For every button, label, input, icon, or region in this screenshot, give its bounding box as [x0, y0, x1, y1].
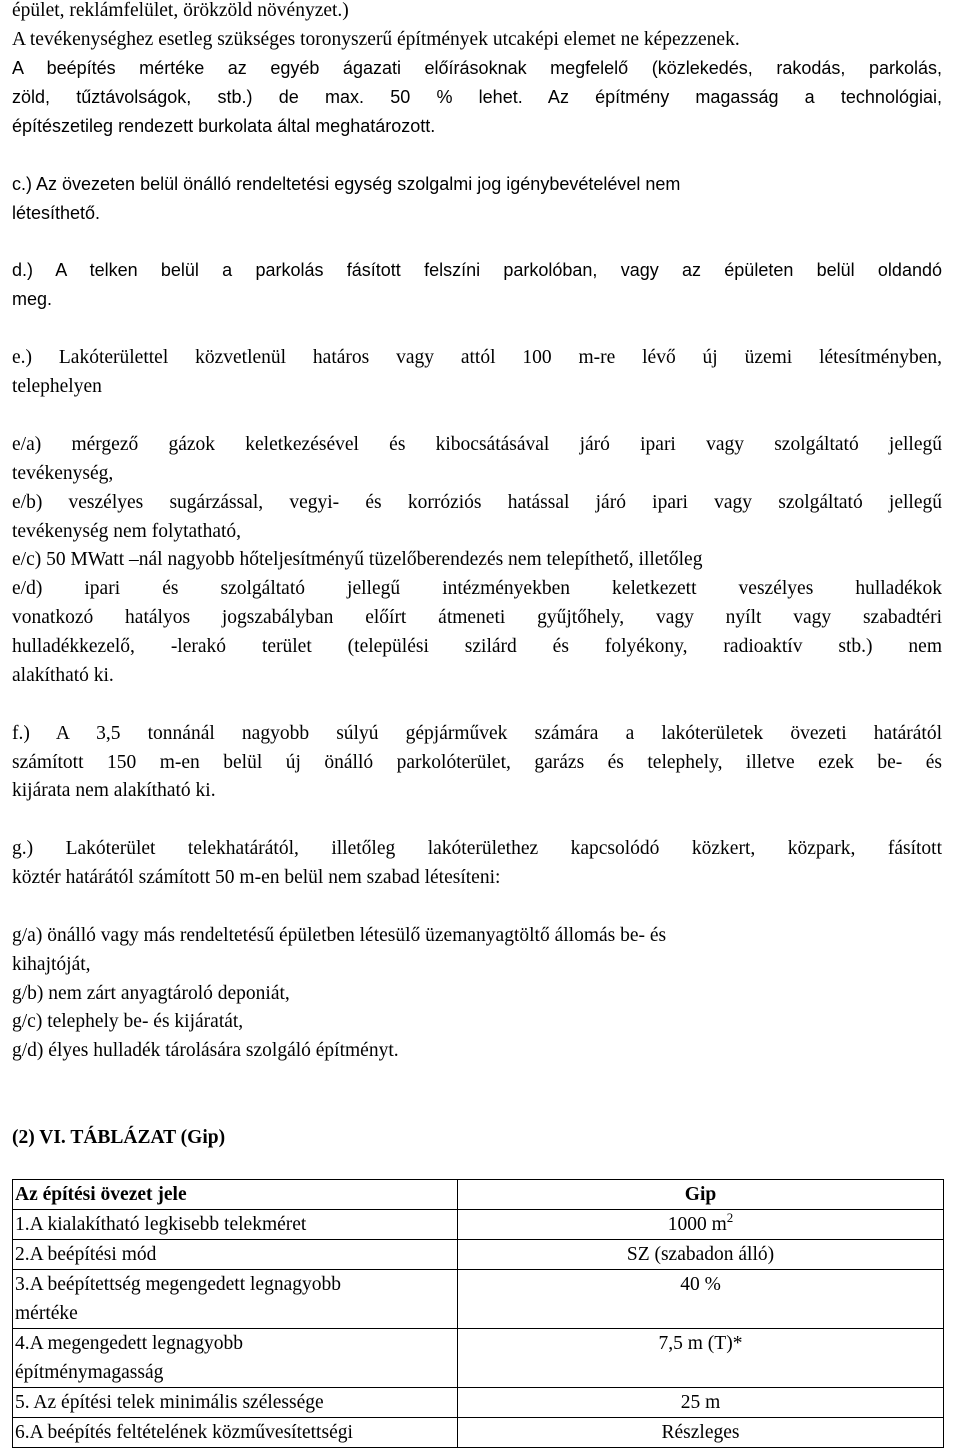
table-header-cell: Gip	[458, 1180, 944, 1210]
table-cell-label: 2.A beépítési mód	[13, 1240, 458, 1270]
table-cell-label	[13, 1270, 458, 1329]
table-cell-value: SZ (szabadon álló)	[458, 1240, 944, 1270]
text-line: g.) Lakóterület telekhatárától, illetőleg lakóterülethez kapcsolódó közkert, közpark, fásított	[12, 838, 942, 859]
text-line: g/b) nem zárt anyagtároló deponiát,	[12, 983, 290, 1004]
text-line: g/c) telephely be- és kijáratát,	[12, 1011, 244, 1032]
text-line: zöld, tűztávolságok, stb.) de max. 50 % lehet. Az építmény magasság a technológiai,	[12, 87, 942, 107]
text-line: g/d) élyes hulladék tárolására szolgáló építményt.	[12, 1040, 399, 1061]
text-line: hulladékkezelő, -lerakó terület (települési szilárd és folyékony, radioaktív stb.) nem	[12, 636, 942, 657]
text-line: g/a) önálló vagy más rendeltetésű épületben létesülő üzemanyagtöltő állomás be- és	[12, 925, 667, 946]
text-line: e.) Lakóterülettel közvetlenül határos vagy attól 100 m-re lévő új üzemi létesítményben,	[12, 347, 942, 368]
table-cell-value: Részleges	[458, 1418, 944, 1448]
table-cell-value: 25 m	[458, 1388, 944, 1418]
text-line: e/c) 50 MWatt –nál nagyobb hőteljesítményű tüzelőberendezés nem telepíthető, illetőleg	[12, 549, 703, 570]
table-cell-value: 7,5 m (T)*	[458, 1329, 944, 1388]
text-line: telephelyen	[12, 376, 102, 397]
table-row	[13, 1388, 944, 1418]
text-line: épület, reklámfelület, örökzöld növényzet.)	[12, 0, 349, 21]
text-line: vonatkozó hatályos jogszabályban előírt átmeneti gyűjtőhely, vagy nyílt vagy szabadtéri	[12, 607, 942, 628]
text-line: f.) A 3,5 tonnánál nagyobb súlyú gépjárművek számára a lakóterületek övezeti határától	[12, 723, 942, 744]
value-text: 1000 m	[667, 1214, 727, 1235]
table-cell-value: 40 %	[458, 1270, 944, 1329]
text-line: számított 150 m-en belül új önálló parkolóterület, garázs és telephely, illetve ezek be- és	[12, 752, 942, 773]
table-header-cell: Az építési övezet jele	[13, 1180, 458, 1210]
table-cell-label	[13, 1329, 458, 1388]
text-line: c.) Az övezeten belül önálló rendeltetési egység szolgalmi jog igénybevételével nem	[12, 174, 681, 194]
superscript: 2	[726, 1210, 734, 1225]
table-cell-label: 5. Az építési telek minimális szélessége	[13, 1388, 458, 1418]
label-line: 3.A beépítettség megengedett legnagyobb	[15, 1274, 341, 1295]
table-row	[13, 1210, 944, 1240]
text-line: e/b) veszélyes sugárzással, vegyi- és korróziós hatással járó ipari vagy szolgáltató jellegű	[12, 492, 942, 513]
label-line: mértéke	[15, 1303, 78, 1324]
table-header-row	[13, 1180, 944, 1210]
text-line: kihajtóját,	[12, 954, 91, 975]
gip-table	[12, 1179, 944, 1448]
text-line: létesíthető.	[12, 203, 101, 223]
table-row	[13, 1418, 944, 1448]
table-row	[13, 1329, 944, 1388]
text-line: kijárata nem alakítható ki.	[12, 780, 216, 801]
text-line: tevékenység nem folytatható,	[12, 521, 242, 542]
text-line: d.) A telken belül a parkolás fásított felszíni parkolóban, vagy az épületen belül oldandó	[12, 260, 942, 280]
text-line: köztér határától számított 50 m-en belül nem szabad létesíteni:	[12, 867, 501, 888]
text-line: építészetileg rendezett burkolata által meghatározott.	[12, 116, 436, 136]
table-cell-value	[458, 1210, 944, 1240]
text-line: A tevékenységhez esetleg szükséges toronyszerű építmények utcaképi elemet ne képezzenek.	[12, 29, 740, 50]
table-row	[13, 1240, 944, 1270]
text-line: e/a) mérgező gázok keletkezésével és kibocsátásával járó ipari vagy szolgáltató jellegű	[12, 434, 942, 455]
label-line: építménymagasság	[15, 1362, 164, 1383]
table-row	[13, 1270, 944, 1329]
text-line: meg.	[12, 289, 53, 309]
table-heading: (2) VI. TÁBLÁZAT (Gip)	[12, 1127, 226, 1148]
text-line: tevékenység,	[12, 463, 114, 484]
label-line: 4.A megengedett legnagyobb	[15, 1333, 243, 1354]
text-line: alakítható ki.	[12, 665, 114, 686]
table-cell-label: 6.A beépítés feltételének közművesítettségi	[13, 1418, 458, 1448]
table-cell-label: 1.A kialakítható legkisebb telekméret	[13, 1210, 458, 1240]
text-line: e/d) ipari és szolgáltató jellegű intézményekben keletkezett veszélyes hulladékok	[12, 578, 942, 599]
text-line: A beépítés mértéke az egyéb ágazati előírásoknak megfelelő (közlekedés, rakodás, parkolás,	[12, 58, 942, 78]
